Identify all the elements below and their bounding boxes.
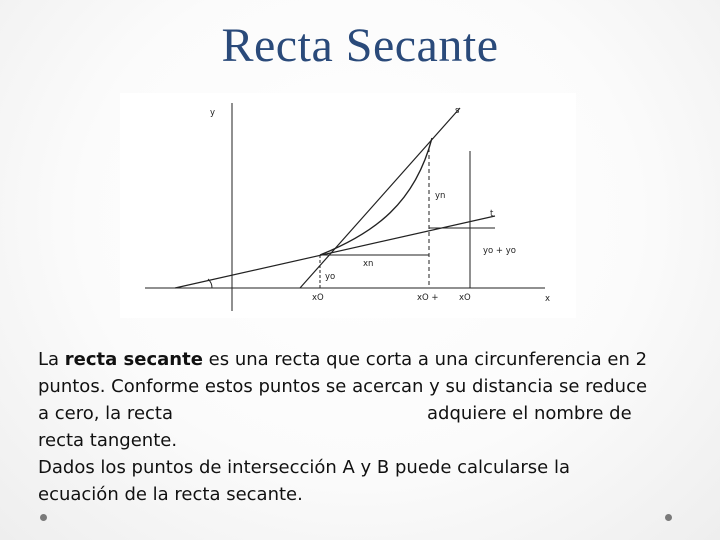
function-curve bbox=[320, 138, 432, 255]
decorative-dot-right bbox=[665, 514, 672, 521]
secant-line-diagram bbox=[120, 93, 576, 318]
label-yo-plus-yo: yo + yo bbox=[483, 246, 516, 256]
label-yo: yo bbox=[325, 272, 336, 282]
paragraph-line-3: a cero, la recta adquiere el nombre de bbox=[38, 403, 632, 424]
label-yn: yn bbox=[435, 191, 446, 201]
label-s: s bbox=[455, 106, 460, 116]
body-paragraph bbox=[38, 346, 693, 508]
label-xo: xO bbox=[312, 293, 324, 303]
label-x-axis: x bbox=[545, 294, 551, 304]
bold-term: recta secante bbox=[64, 349, 203, 370]
paragraph-line-1: La recta secante es una recta que corta a una circunferencia en 2 bbox=[38, 349, 648, 370]
label-xo2: xO bbox=[459, 293, 471, 303]
paragraph-line-5: Dados los puntos de intersección A y B puede calcularse la bbox=[38, 457, 570, 478]
label-t: t bbox=[490, 209, 494, 219]
decorative-dot-left bbox=[40, 514, 47, 521]
paragraph-line-2: puntos. Conforme estos puntos se acercan y su distancia se reduce bbox=[38, 376, 648, 397]
slide-title: Recta Secante bbox=[221, 19, 499, 72]
label-xn: xn bbox=[363, 259, 374, 269]
label-xo-plus: xO + bbox=[417, 293, 439, 303]
paragraph-line-4: recta tangente. bbox=[38, 430, 178, 451]
paragraph-line-6: ecuación de la recta secante. bbox=[38, 484, 303, 505]
label-y-axis: y bbox=[210, 108, 216, 118]
